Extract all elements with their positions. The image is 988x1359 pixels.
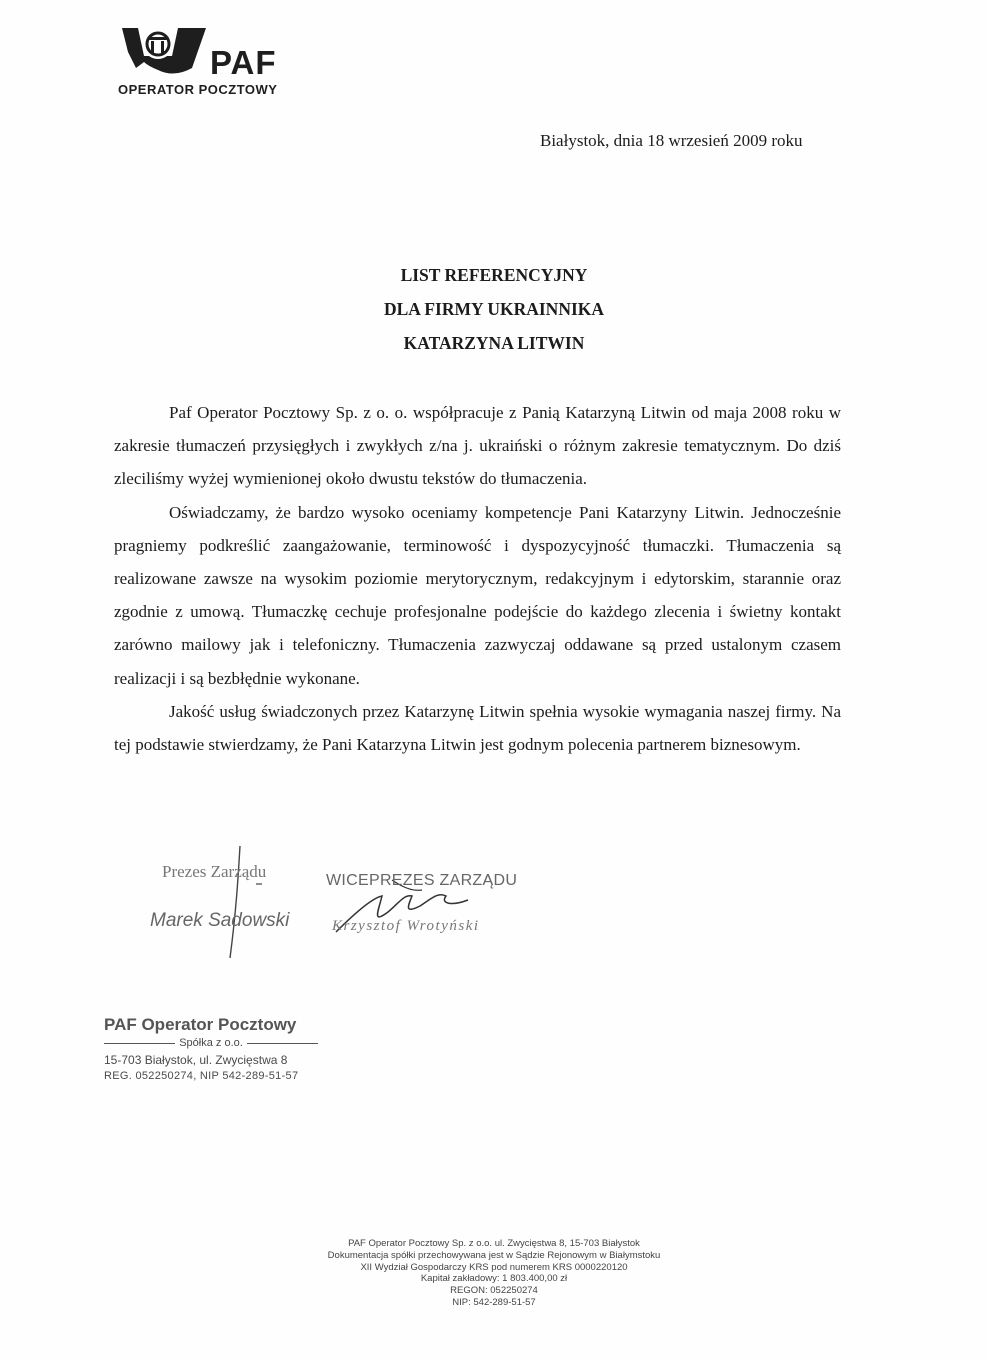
body-paragraph: Paf Operator Pocztowy Sp. z o. o. współpracuje z Panią Katarzyną Litwin od maja 2008 roku w zakresie tłumaczeń przysięgłych i zwykłych z/na j. ukraiński o różnym zakresie tematycznym. Do dziś zleciliśmy wyżej wymienionej około dwustu tekstów do tłumaczenia. [114,403,841,489]
document-title-line-3: KATARZYNA LITWIN [403,333,585,353]
divider [247,1043,318,1044]
signatory-role-right: WICEPREZES ZARZĄDU [326,872,518,889]
document-title-line-2: DLA FIRMY UKRAINNIKA [383,299,605,319]
footer-line: PAF Operator Pocztowy Sp. z o.o. ul. Zwycięstwa 8, 15-703 Białystok [348,1238,640,1249]
body-paragraph: Oświadczamy, że bardzo wysoko oceniamy kompetencje Pani Katarzyny Litwin. Jednocześnie pragniemy podkreślić zaangażowanie, terminowość i dyspozycyjność tłumaczki. Tłumaczenia są realizowane zawsze na wysokim poziomie merytorycznym, redakcyjnym i edytorskim, starannie oraz zgodnie z umową. Tłumaczkę cechuje profesjonalne podejście do każdego zlecenia i świetny kontakt zarówno mailowy jak i telefoniczny. Tłumaczenia zazwyczaj oddawane są przed ustalonym czasem realizacji i są bezbłędnie wykonane. [114,502,841,688]
footer-line: Dokumentacja spółki przechowywana jest w Sądzie Rejonowym w Białymstoku [327,1249,661,1261]
document-title-line-1: LIST REFERENCYJNY [400,265,588,285]
letterhead-brand: PAF [210,44,277,81]
signatory-name-right: Krzysztof Wrotyński [332,918,480,934]
company-stamp [104,1015,318,1082]
divider [104,1043,175,1044]
stamp-address: 15-703 Białystok, ul. Zwycięstwa 8 [104,1053,288,1067]
stamp-registry: REG. 052250274, NIP 542-289-51-57 [104,1070,299,1082]
stamp-title: PAF Operator Pocztowy [104,1015,297,1034]
body-paragraph: Jakość usług świadczonych przez Katarzynę Litwin spełnia wysokie wymagania naszej firmy. Na tej podstawie stwierdzamy, że Pani Katarzyna Litwin jest godnym polecenia partnerem biznesowym. [114,701,841,755]
signatory-name-left: Marek Sadowski [150,910,290,931]
footer-line: NIP: 542-289-51-57 [452,1296,536,1308]
signatory-role-left: Prezes Zarządu [162,862,267,881]
letterhead-tagline: OPERATOR POCZTOWY [118,82,278,97]
footer-line: Kapitał zakładowy: 1 803.400,00 zł [420,1273,568,1285]
stamp-subtitle-row [104,1037,318,1049]
date-line: Białystok, dnia 18 wrzesień 2009 roku [540,131,803,150]
stamp-subtitle: Spółka z o.o. [179,1037,243,1049]
company-footer [0,1238,988,1309]
footer-line: XII Wydział Gospodarczy KRS pod numerem KRS 0000220120 [360,1261,628,1273]
footer-line: REGON: 052250274 [450,1285,538,1297]
